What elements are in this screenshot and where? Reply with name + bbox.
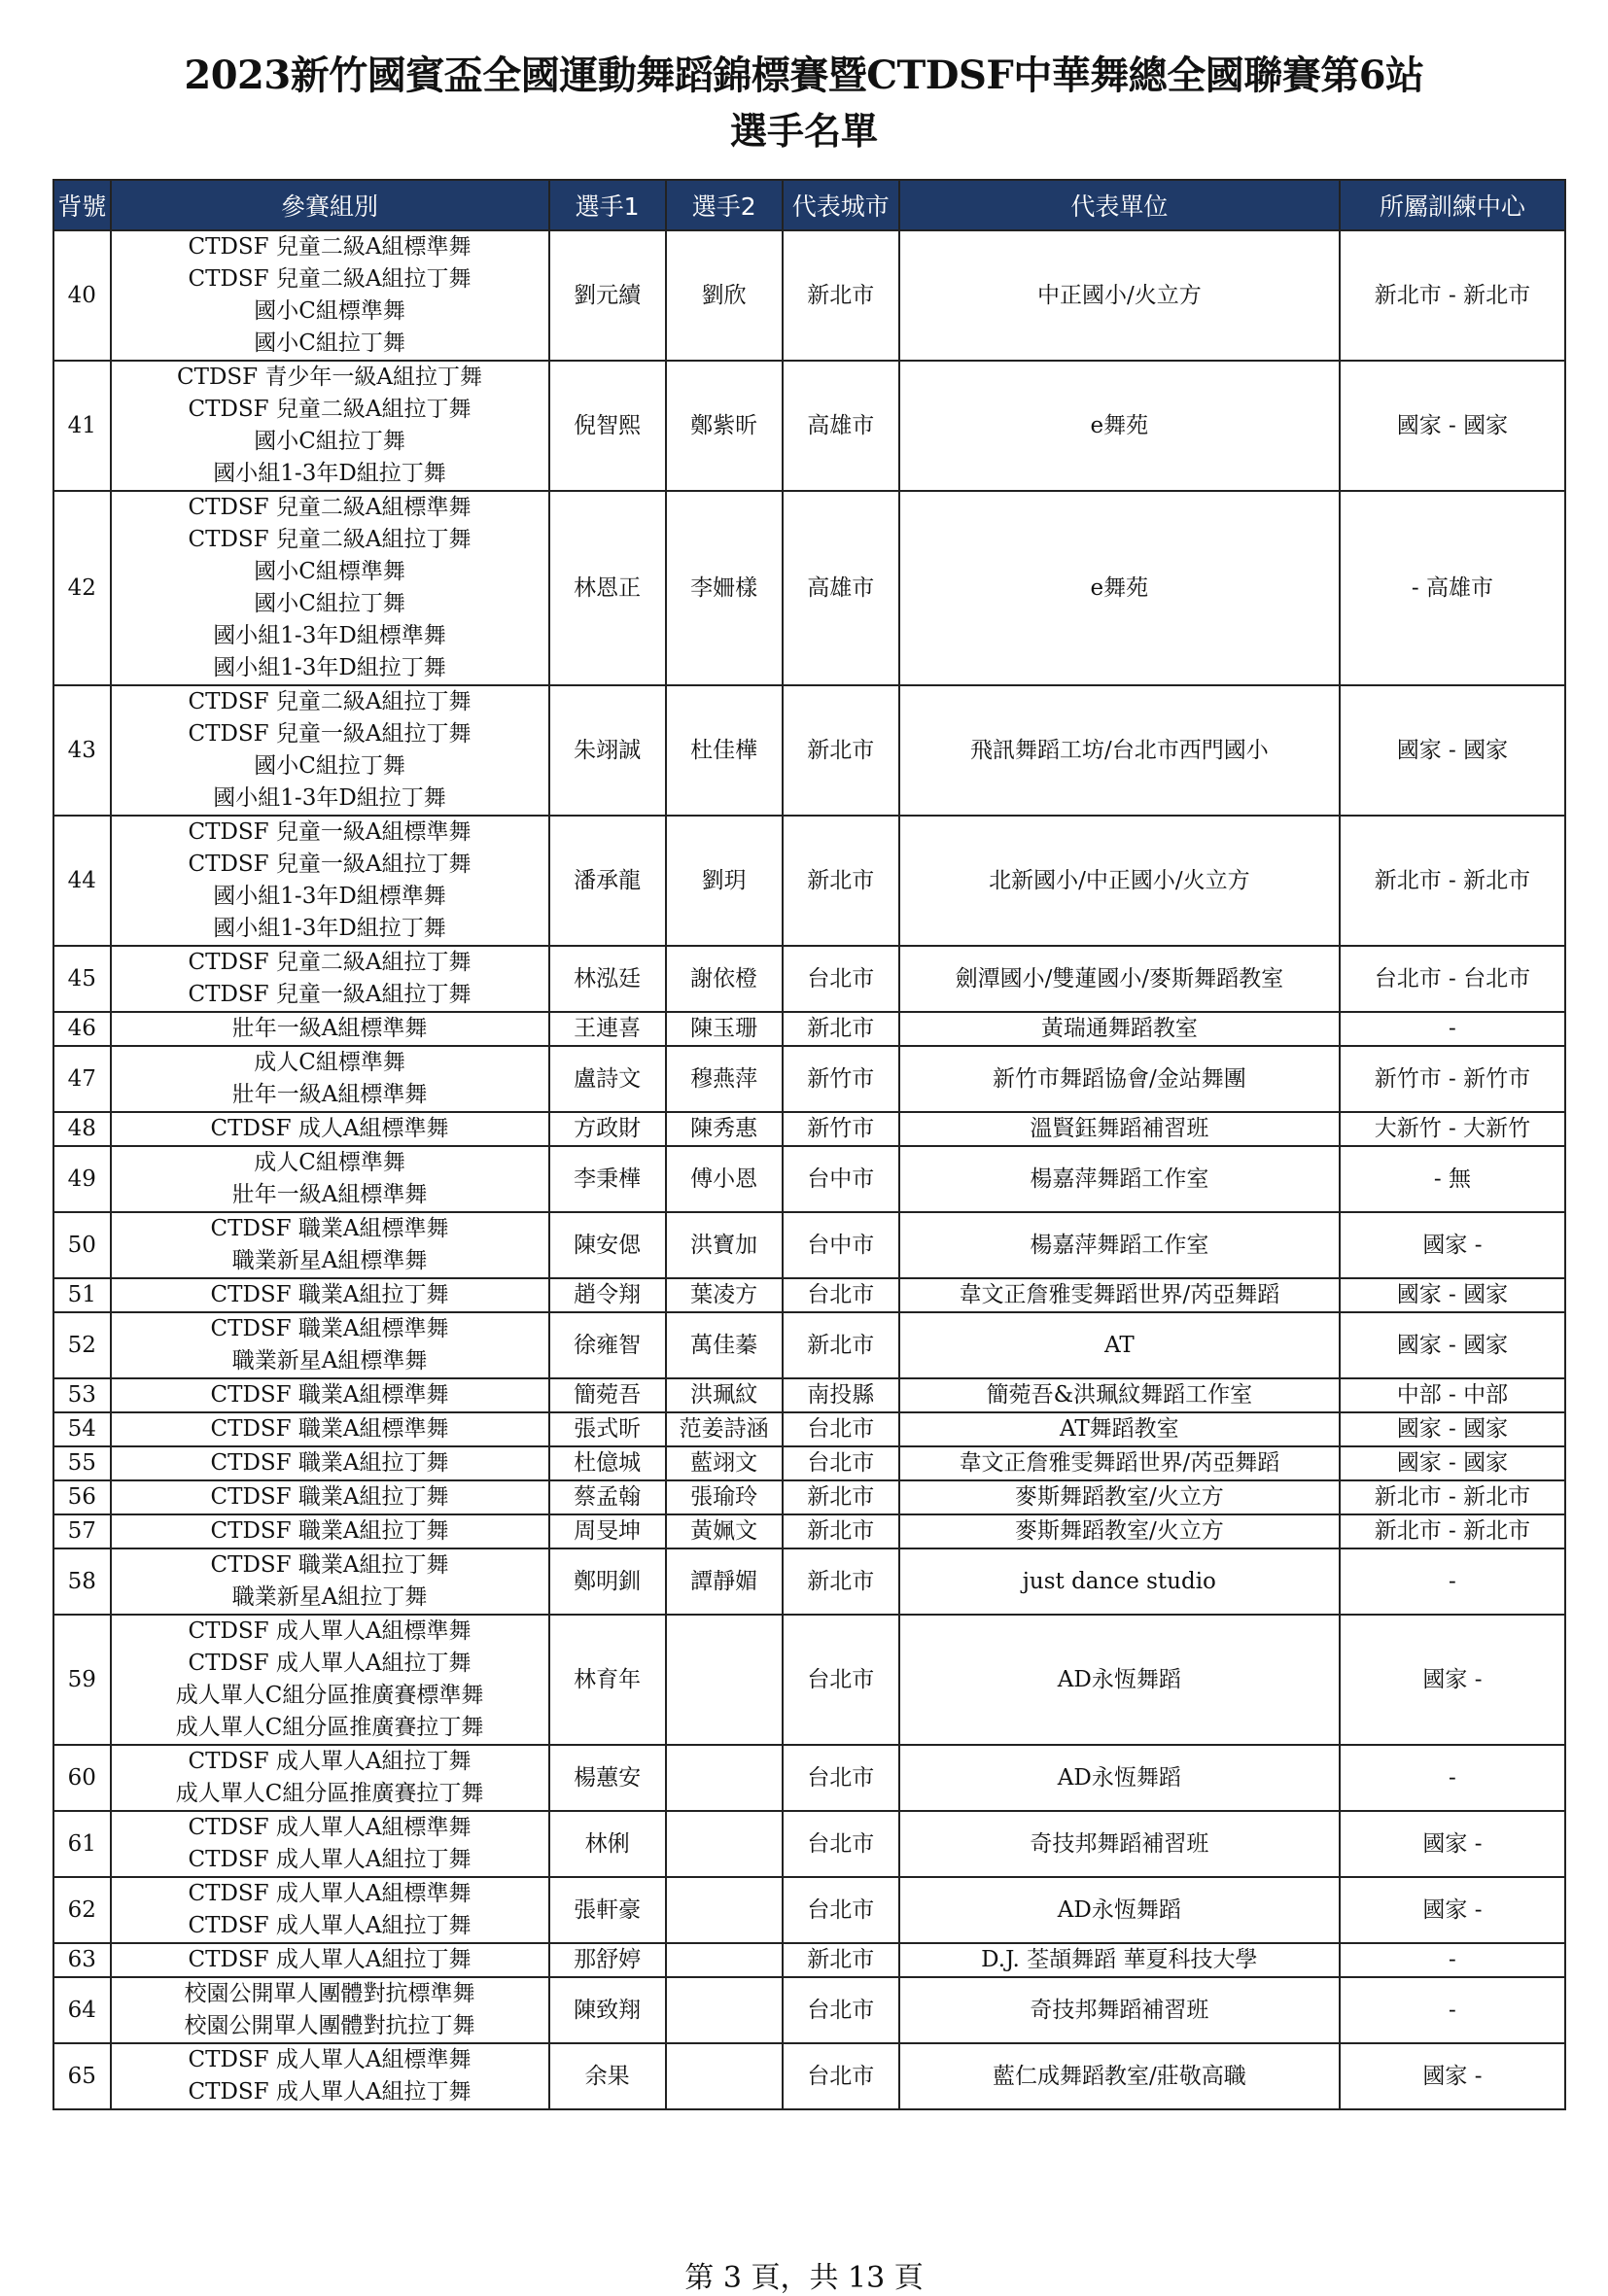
unit: 新竹市舞蹈協會/金站舞團 xyxy=(899,1046,1340,1112)
bib-number: 46 xyxy=(53,1012,111,1046)
city: 台北市 xyxy=(783,2043,899,2109)
table-row xyxy=(53,1745,1565,1811)
bib-number: 63 xyxy=(53,1943,111,1977)
category-line: 國小組1-3年D組拉丁舞 xyxy=(213,916,446,941)
unit: 黃瑞通舞蹈教室 xyxy=(899,1012,1340,1046)
roster-table xyxy=(52,179,1566,2110)
category-line: CTDSF 兒童二級A組拉丁舞 xyxy=(188,527,472,552)
player-2 xyxy=(666,1943,783,1977)
category-line: CTDSF 成人單人A組拉丁舞 xyxy=(188,1651,472,1676)
player-2: 張瑜玲 xyxy=(666,1480,783,1514)
unit: AT xyxy=(899,1312,1340,1378)
city: 新北市 xyxy=(783,1012,899,1046)
player-2: 李姍樣 xyxy=(666,491,783,685)
unit: 簡菀吾&洪珮紋舞蹈工作室 xyxy=(899,1378,1340,1412)
player-2: 藍翊文 xyxy=(666,1446,783,1480)
player-2: 洪寶加 xyxy=(666,1212,783,1278)
category-cell xyxy=(111,1278,549,1312)
category-line: CTDSF 成人單人A組拉丁舞 xyxy=(188,1847,472,1872)
category-line: 壯年一級A組標準舞 xyxy=(231,1016,428,1041)
training-center: 國家 - xyxy=(1340,1811,1565,1877)
category-line: 成人單人C組分區推廣賽拉丁舞 xyxy=(175,1781,484,1806)
city: 高雄市 xyxy=(783,361,899,491)
table-row xyxy=(53,1378,1565,1412)
bib-number: 57 xyxy=(53,1514,111,1548)
bib-number: 54 xyxy=(53,1412,111,1446)
table-row xyxy=(53,1112,1565,1146)
player-1: 潘承龍 xyxy=(549,816,666,946)
player-1: 李秉樺 xyxy=(549,1146,666,1212)
category-cell xyxy=(111,1212,549,1278)
player-2 xyxy=(666,1615,783,1745)
unit: 飛訊舞蹈工坊/台北市西門國小 xyxy=(899,685,1340,816)
table-row xyxy=(53,1615,1565,1745)
player-1: 趙令翔 xyxy=(549,1278,666,1312)
bib-number: 47 xyxy=(53,1046,111,1112)
table-row xyxy=(53,1811,1565,1877)
bib-number: 43 xyxy=(53,685,111,816)
bib-number: 41 xyxy=(53,361,111,491)
unit: AT舞蹈教室 xyxy=(899,1412,1340,1446)
unit: AD永恆舞蹈 xyxy=(899,1615,1340,1745)
category-line: CTDSF 成人單人A組拉丁舞 xyxy=(188,1947,472,1972)
player-1: 陳安偲 xyxy=(549,1212,666,1278)
category-cell xyxy=(111,2043,549,2109)
city: 台北市 xyxy=(783,946,899,1012)
player-1: 王連喜 xyxy=(549,1012,666,1046)
player-1: 張式昕 xyxy=(549,1412,666,1446)
category-cell xyxy=(111,1977,549,2043)
unit: 楊嘉萍舞蹈工作室 xyxy=(899,1212,1340,1278)
unit: 韋文正詹雅雯舞蹈世界/芮亞舞蹈 xyxy=(899,1446,1340,1480)
category-line: 校園公開單人團體對抗拉丁舞 xyxy=(184,2013,475,2038)
category-line: 校園公開單人團體對抗標準舞 xyxy=(184,1981,475,2006)
page-footer: 第 3 頁，共 13 頁 xyxy=(684,2261,924,2295)
unit: e舞苑 xyxy=(899,361,1340,491)
category-line: 國小C組標準舞 xyxy=(254,559,405,584)
category-cell xyxy=(111,491,549,685)
training-center: 國家 - 國家 xyxy=(1340,1278,1565,1312)
city: 台北市 xyxy=(783,1977,899,2043)
unit: e舞苑 xyxy=(899,491,1340,685)
player-1: 蔡孟翰 xyxy=(549,1480,666,1514)
category-line: CTDSF 兒童二級A組拉丁舞 xyxy=(188,397,472,422)
unit: 溫賢鈺舞蹈補習班 xyxy=(899,1112,1340,1146)
table-row xyxy=(53,816,1565,946)
table-row xyxy=(53,946,1565,1012)
training-center: - xyxy=(1340,1943,1565,1977)
category-line: 國小組1-3年D組標準舞 xyxy=(213,623,446,648)
table-row xyxy=(53,685,1565,816)
player-2 xyxy=(666,1877,783,1943)
city: 新北市 xyxy=(783,230,899,361)
player-1: 楊蕙安 xyxy=(549,1745,666,1811)
unit: 藍仁成舞蹈教室/莊敬高職 xyxy=(899,2043,1340,2109)
category-line: CTDSF 職業A組標準舞 xyxy=(210,1216,449,1241)
player-2: 鄭紫昕 xyxy=(666,361,783,491)
unit: AD永恆舞蹈 xyxy=(899,1745,1340,1811)
unit: AD永恆舞蹈 xyxy=(899,1877,1340,1943)
player-2: 黃姵文 xyxy=(666,1514,783,1548)
training-center: 新北市 - 新北市 xyxy=(1340,1480,1565,1514)
header-training-center: 所屬訓練中心 xyxy=(1340,180,1565,230)
training-center: - xyxy=(1340,1548,1565,1615)
category-line: 職業新星A組拉丁舞 xyxy=(231,1584,428,1610)
training-center: 國家 - xyxy=(1340,1877,1565,1943)
category-line: CTDSF 兒童一級A組拉丁舞 xyxy=(188,852,472,877)
bib-number: 64 xyxy=(53,1977,111,2043)
category-line: 職業新星A組標準舞 xyxy=(231,1248,428,1273)
category-line: CTDSF 成人單人A組標準舞 xyxy=(188,2047,472,2072)
player-2: 穆燕萍 xyxy=(666,1046,783,1112)
unit: 麥斯舞蹈教室/火立方 xyxy=(899,1480,1340,1514)
table-row xyxy=(53,1012,1565,1046)
player-2: 劉欣 xyxy=(666,230,783,361)
category-cell xyxy=(111,1012,549,1046)
category-cell xyxy=(111,1548,549,1615)
bib-number: 51 xyxy=(53,1278,111,1312)
city: 高雄市 xyxy=(783,491,899,685)
category-line: CTDSF 成人A組標準舞 xyxy=(210,1116,449,1141)
unit: just dance studio xyxy=(899,1548,1340,1615)
unit: 麥斯舞蹈教室/火立方 xyxy=(899,1514,1340,1548)
table-row xyxy=(53,1446,1565,1480)
category-cell xyxy=(111,1514,549,1548)
category-cell xyxy=(111,1745,549,1811)
bib-number: 56 xyxy=(53,1480,111,1514)
city: 台北市 xyxy=(783,1877,899,1943)
category-line: 成人單人C組分區推廣賽標準舞 xyxy=(175,1683,484,1708)
category-line: CTDSF 兒童二級A組拉丁舞 xyxy=(188,950,472,975)
unit: 奇技邦舞蹈補習班 xyxy=(899,1977,1340,2043)
category-line: CTDSF 職業A組拉丁舞 xyxy=(210,1282,449,1307)
city: 台北市 xyxy=(783,1811,899,1877)
bib-number: 61 xyxy=(53,1811,111,1877)
player-2 xyxy=(666,1977,783,2043)
training-center: 國家 - xyxy=(1340,1615,1565,1745)
table-header-row xyxy=(53,180,1565,230)
player-1: 杜億城 xyxy=(549,1446,666,1480)
category-line: CTDSF 職業A組標準舞 xyxy=(210,1382,449,1408)
training-center: 中部 - 中部 xyxy=(1340,1378,1565,1412)
unit: 劍潭國小/雙蓮國小/麥斯舞蹈教室 xyxy=(899,946,1340,1012)
training-center: 國家 - 國家 xyxy=(1340,685,1565,816)
player-2: 陳秀惠 xyxy=(666,1112,783,1146)
header-player-2: 選手2 xyxy=(666,180,783,230)
player-2: 杜佳樺 xyxy=(666,685,783,816)
player-1: 朱翊誠 xyxy=(549,685,666,816)
category-line: CTDSF 兒童二級A組標準舞 xyxy=(188,234,472,260)
category-line: CTDSF 兒童二級A組標準舞 xyxy=(188,495,472,520)
category-cell xyxy=(111,1146,549,1212)
training-center: 大新竹 - 大新竹 xyxy=(1340,1112,1565,1146)
category-line: 國小C組標準舞 xyxy=(254,298,405,324)
category-line: 成人單人C組分區推廣賽拉丁舞 xyxy=(175,1715,484,1740)
category-cell xyxy=(111,1446,549,1480)
table-row xyxy=(53,491,1565,685)
table-body xyxy=(53,230,1565,2109)
player-1: 方政財 xyxy=(549,1112,666,1146)
city: 新竹市 xyxy=(783,1046,899,1112)
category-line: 成人C組標準舞 xyxy=(254,1150,405,1175)
category-line: 國小C組拉丁舞 xyxy=(254,753,405,779)
category-line: CTDSF 職業A組拉丁舞 xyxy=(210,1450,449,1476)
category-line: 國小組1-3年D組拉丁舞 xyxy=(213,785,446,811)
player-1: 林育年 xyxy=(549,1615,666,1745)
category-line: 國小C組拉丁舞 xyxy=(254,591,405,616)
player-2: 葉凌方 xyxy=(666,1278,783,1312)
bib-number: 45 xyxy=(53,946,111,1012)
city: 新北市 xyxy=(783,816,899,946)
bib-number: 58 xyxy=(53,1548,111,1615)
category-line: 國小組1-3年D組拉丁舞 xyxy=(213,461,446,486)
category-cell xyxy=(111,1943,549,1977)
city: 南投縣 xyxy=(783,1378,899,1412)
table-row xyxy=(53,1046,1565,1112)
header-unit: 代表單位 xyxy=(899,180,1340,230)
player-1: 鄭明釧 xyxy=(549,1548,666,1615)
table-row xyxy=(53,1877,1565,1943)
player-2: 洪珮紋 xyxy=(666,1378,783,1412)
category-cell xyxy=(111,1615,549,1745)
bib-number: 62 xyxy=(53,1877,111,1943)
city: 新北市 xyxy=(783,1312,899,1378)
player-2: 萬佳蓁 xyxy=(666,1312,783,1378)
table-row xyxy=(53,1514,1565,1548)
training-center: 台北市 - 台北市 xyxy=(1340,946,1565,1012)
category-line: CTDSF 青少年一級A組拉丁舞 xyxy=(177,365,483,390)
player-1: 倪智熙 xyxy=(549,361,666,491)
training-center: 國家 - 國家 xyxy=(1340,1446,1565,1480)
category-line: CTDSF 職業A組拉丁舞 xyxy=(210,1518,449,1544)
category-cell xyxy=(111,1378,549,1412)
document-title: 2023新竹國賓盃全國運動舞蹈錦標賽暨CTDSF中華舞總全國聯賽第6站 xyxy=(184,52,1424,98)
header-player-1: 選手1 xyxy=(549,180,666,230)
category-cell xyxy=(111,1877,549,1943)
table-row xyxy=(53,1977,1565,2043)
category-line: CTDSF 職業A組標準舞 xyxy=(210,1416,449,1442)
training-center: 新竹市 - 新竹市 xyxy=(1340,1046,1565,1112)
player-1: 劉元續 xyxy=(549,230,666,361)
category-line: CTDSF 成人單人A組拉丁舞 xyxy=(188,2079,472,2105)
table-row xyxy=(53,1312,1565,1378)
bib-number: 44 xyxy=(53,816,111,946)
table-row xyxy=(53,1412,1565,1446)
category-cell xyxy=(111,1412,549,1446)
category-cell xyxy=(111,1112,549,1146)
city: 新北市 xyxy=(783,1480,899,1514)
training-center: 國家 - xyxy=(1340,1212,1565,1278)
category-line: 壯年一級A組標準舞 xyxy=(231,1182,428,1207)
training-center: 新北市 - 新北市 xyxy=(1340,1514,1565,1548)
category-line: CTDSF 兒童一級A組拉丁舞 xyxy=(188,982,472,1007)
city: 台中市 xyxy=(783,1212,899,1278)
player-2: 傅小恩 xyxy=(666,1146,783,1212)
city: 台北市 xyxy=(783,1278,899,1312)
category-line: 國小C組拉丁舞 xyxy=(254,429,405,454)
table-row xyxy=(53,1548,1565,1615)
player-1: 余果 xyxy=(549,2043,666,2109)
unit: 奇技邦舞蹈補習班 xyxy=(899,1811,1340,1877)
player-1: 林俐 xyxy=(549,1811,666,1877)
bib-number: 52 xyxy=(53,1312,111,1378)
category-line: CTDSF 兒童二級A組拉丁舞 xyxy=(188,689,472,714)
city: 新竹市 xyxy=(783,1112,899,1146)
table-row xyxy=(53,1278,1565,1312)
bib-number: 49 xyxy=(53,1146,111,1212)
category-line: 職業新星A組標準舞 xyxy=(231,1348,428,1374)
category-cell xyxy=(111,1811,549,1877)
category-line: 成人C組標準舞 xyxy=(254,1050,405,1075)
header-bib-number: 背號 xyxy=(53,180,111,230)
training-center: 國家 - 國家 xyxy=(1340,1412,1565,1446)
table-row xyxy=(53,230,1565,361)
table-row xyxy=(53,1943,1565,1977)
unit: 中正國小/火立方 xyxy=(899,230,1340,361)
category-cell xyxy=(111,1312,549,1378)
training-center: - xyxy=(1340,1977,1565,2043)
player-2: 譚靜媚 xyxy=(666,1548,783,1615)
category-line: CTDSF 兒童一級A組標準舞 xyxy=(188,819,472,845)
player-1: 簡菀吾 xyxy=(549,1378,666,1412)
city: 台北市 xyxy=(783,1446,899,1480)
category-line: CTDSF 職業A組標準舞 xyxy=(210,1316,449,1341)
bib-number: 59 xyxy=(53,1615,111,1745)
category-cell xyxy=(111,685,549,816)
table-row xyxy=(53,1146,1565,1212)
category-line: CTDSF 成人單人A組標準舞 xyxy=(188,1618,472,1644)
bib-number: 53 xyxy=(53,1378,111,1412)
player-2: 謝依橙 xyxy=(666,946,783,1012)
category-line: CTDSF 兒童一級A組拉丁舞 xyxy=(188,721,472,747)
bib-number: 42 xyxy=(53,491,111,685)
training-center: 國家 - 國家 xyxy=(1340,361,1565,491)
document-subtitle: 選手名單 xyxy=(729,109,878,153)
training-center: - xyxy=(1340,1745,1565,1811)
bib-number: 55 xyxy=(53,1446,111,1480)
player-1: 林恩正 xyxy=(549,491,666,685)
bib-number: 65 xyxy=(53,2043,111,2109)
bib-number: 40 xyxy=(53,230,111,361)
player-1: 那舒婷 xyxy=(549,1943,666,1977)
category-line: CTDSF 成人單人A組拉丁舞 xyxy=(188,1913,472,1938)
category-cell xyxy=(111,361,549,491)
player-2 xyxy=(666,2043,783,2109)
bib-number: 60 xyxy=(53,1745,111,1811)
training-center: - 高雄市 xyxy=(1340,491,1565,685)
category-cell xyxy=(111,946,549,1012)
city: 新北市 xyxy=(783,1514,899,1548)
player-1: 徐雍智 xyxy=(549,1312,666,1378)
training-center: 新北市 - 新北市 xyxy=(1340,816,1565,946)
training-center: 國家 - xyxy=(1340,2043,1565,2109)
header-category: 參賽組別 xyxy=(111,180,549,230)
player-1: 周旻坤 xyxy=(549,1514,666,1548)
training-center: - 無 xyxy=(1340,1146,1565,1212)
player-2 xyxy=(666,1745,783,1811)
city: 台北市 xyxy=(783,1615,899,1745)
training-center: 國家 - 國家 xyxy=(1340,1312,1565,1378)
unit: 韋文正詹雅雯舞蹈世界/芮亞舞蹈 xyxy=(899,1278,1340,1312)
player-1: 盧詩文 xyxy=(549,1046,666,1112)
bib-number: 50 xyxy=(53,1212,111,1278)
category-cell xyxy=(111,230,549,361)
player-2 xyxy=(666,1811,783,1877)
training-center: 新北市 - 新北市 xyxy=(1340,230,1565,361)
category-line: CTDSF 成人單人A組標準舞 xyxy=(188,1815,472,1840)
category-line: 國小C組拉丁舞 xyxy=(254,330,405,356)
table-row xyxy=(53,1480,1565,1514)
category-line: CTDSF 成人單人A組標準舞 xyxy=(188,1881,472,1906)
table-row xyxy=(53,1212,1565,1278)
city: 台中市 xyxy=(783,1146,899,1212)
category-line: 壯年一級A組標準舞 xyxy=(231,1082,428,1107)
city: 新北市 xyxy=(783,685,899,816)
category-line: CTDSF 成人單人A組拉丁舞 xyxy=(188,1749,472,1774)
unit: 北新國小/中正國小/火立方 xyxy=(899,816,1340,946)
unit: D.J. 荃頡舞蹈 華夏科技大學 xyxy=(899,1943,1340,1977)
table-row xyxy=(53,361,1565,491)
bib-number: 48 xyxy=(53,1112,111,1146)
city: 台北市 xyxy=(783,1745,899,1811)
category-line: CTDSF 兒童二級A組拉丁舞 xyxy=(188,266,472,292)
city: 新北市 xyxy=(783,1548,899,1615)
player-1: 林泓廷 xyxy=(549,946,666,1012)
player-2: 范姜詩涵 xyxy=(666,1412,783,1446)
player-2: 陳玉珊 xyxy=(666,1012,783,1046)
header-city: 代表城市 xyxy=(783,180,899,230)
city: 台北市 xyxy=(783,1412,899,1446)
category-line: 國小組1-3年D組拉丁舞 xyxy=(213,655,446,680)
player-1: 陳致翔 xyxy=(549,1977,666,2043)
player-1: 張軒豪 xyxy=(549,1877,666,1943)
category-cell xyxy=(111,816,549,946)
category-line: CTDSF 職業A組拉丁舞 xyxy=(210,1484,449,1510)
training-center: - xyxy=(1340,1012,1565,1046)
category-line: CTDSF 職業A組拉丁舞 xyxy=(210,1552,449,1578)
category-cell xyxy=(111,1046,549,1112)
unit: 楊嘉萍舞蹈工作室 xyxy=(899,1146,1340,1212)
city: 新北市 xyxy=(783,1943,899,1977)
category-line: 國小組1-3年D組標準舞 xyxy=(213,884,446,909)
player-2: 劉玥 xyxy=(666,816,783,946)
table-row xyxy=(53,2043,1565,2109)
category-cell xyxy=(111,1480,549,1514)
